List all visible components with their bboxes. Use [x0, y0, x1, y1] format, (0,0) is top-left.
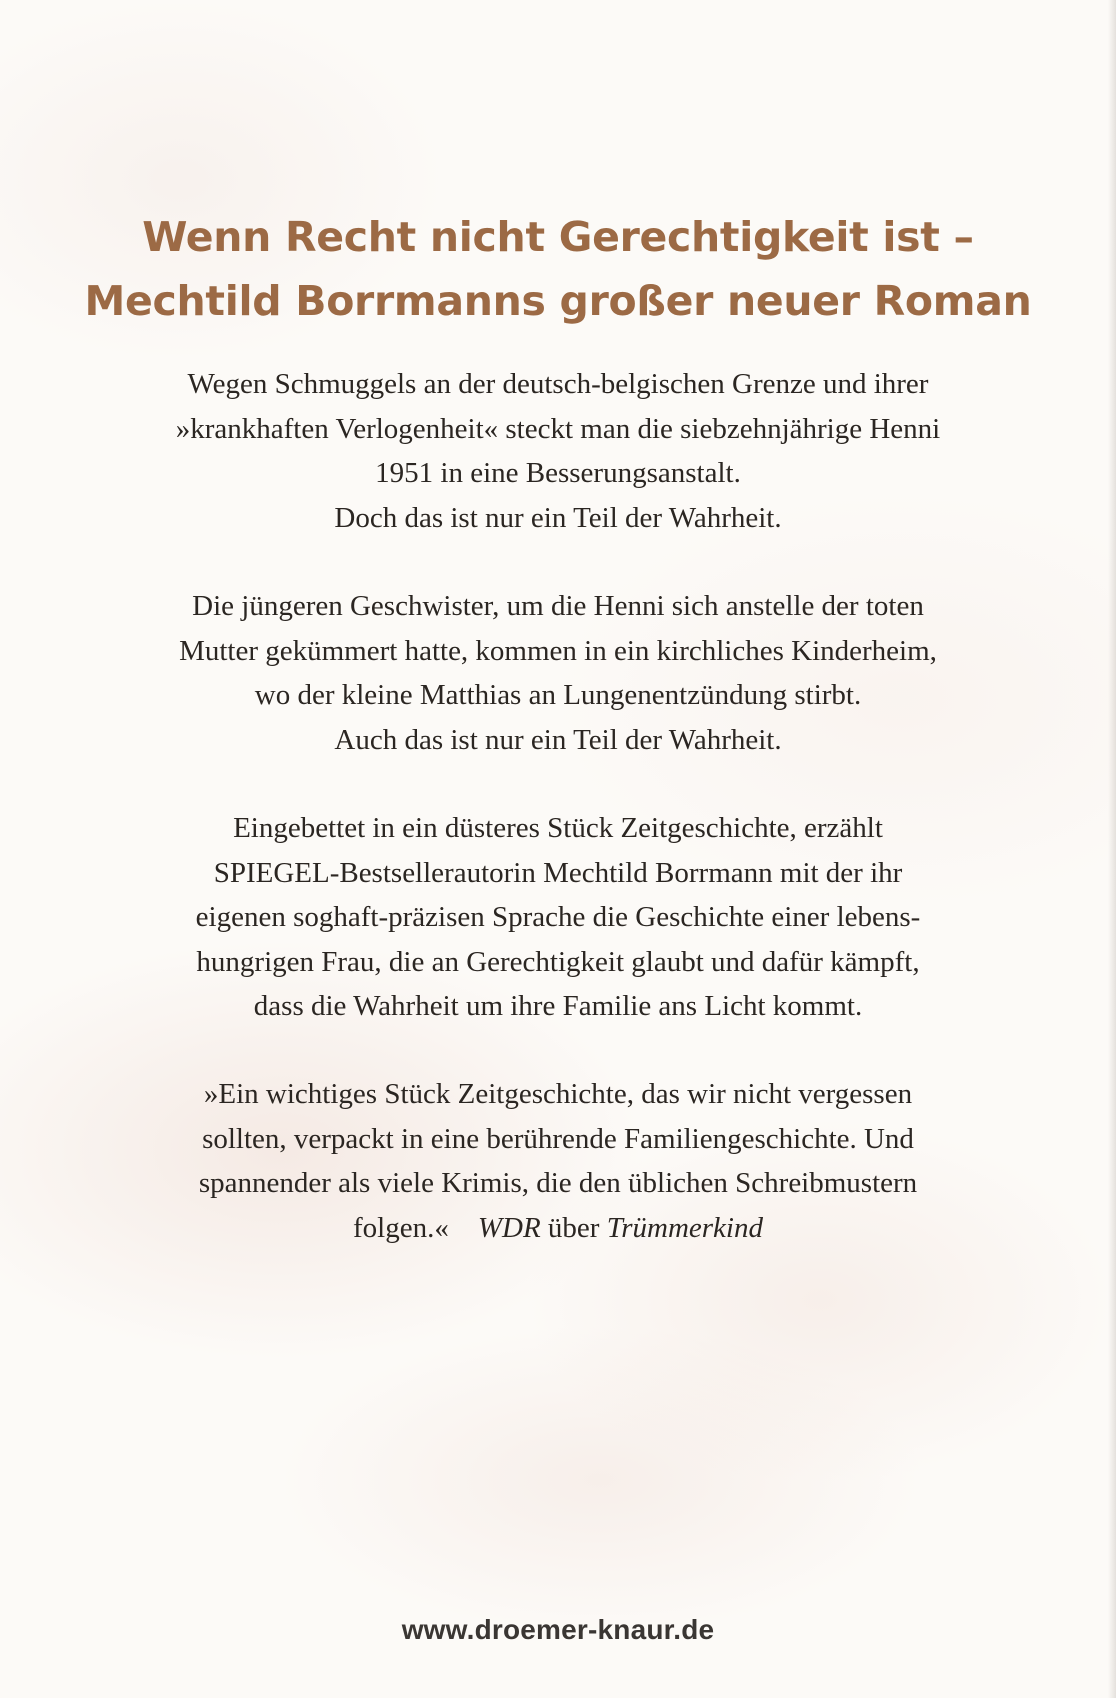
text-line: Auch das ist nur ein Teil der Wahrheit.: [334, 723, 782, 756]
text-line: hungrigen Frau, die an Gerechtigkeit glaubt und dafür kämpft,: [196, 945, 920, 978]
publisher-url: www.droemer-knaur.de: [401, 1614, 715, 1645]
quote-source: WDR: [477, 1211, 541, 1244]
blurb-paragraph-2: [110, 584, 1006, 762]
headline-line-1: Wenn Recht nicht Gerechtigkeit ist –: [142, 213, 974, 261]
quote-attribution-line: [110, 1206, 1006, 1251]
text-line: Wegen Schmuggels an der deutsch-belgischen Grenze und ihrer: [187, 368, 929, 400]
text-line: Die jüngeren Geschwister, um die Henni sich anstelle der toten: [192, 590, 924, 622]
headline-line-2: Mechtild Borrmanns großer neuer Roman: [84, 277, 1032, 325]
text-line: Mutter gekümmert hatte, kommen in ein kirchliches Kinderheim,: [179, 634, 937, 667]
text-line: wo der kleine Matthias an Lungenentzündung stirbt.: [254, 679, 862, 711]
text-line: »krankhaften Verlogenheit« steckt man die siebzehnjährige Henni: [175, 412, 941, 445]
quote-line: »Ein wichtiges Stück Zeitgeschichte, das wir nicht vergessen: [203, 1078, 913, 1110]
quote-line: sollten, verpackt in eine berührende Familiengeschichte. Und: [202, 1122, 914, 1155]
blurb-paragraph-1: [110, 362, 1006, 540]
text-line: 1951 in eine Besserungsanstalt.: [375, 457, 741, 489]
text-line: Doch das ist nur ein Teil der Wahrheit.: [334, 501, 782, 534]
headline: [0, 205, 1116, 333]
quote-connector: über: [547, 1211, 600, 1244]
quote-end: folgen.«: [353, 1211, 449, 1244]
review-quote: [110, 1072, 1006, 1250]
text-line: SPIEGEL-Bestsellerautorin Mechtild Borrmann mit der ihr: [213, 856, 903, 889]
text-line: eigenen soghaft-präzisen Sprache die Geschichte einer lebens-: [195, 901, 921, 933]
text-line: Eingebettet in ein düsteres Stück Zeitgeschichte, erzählt: [233, 812, 883, 844]
text-line: dass die Wahrheit um ihre Familie ans Licht kommt.: [253, 990, 863, 1022]
quote-book-title: Trümmerkind: [606, 1211, 763, 1244]
quote-line: spannender als viele Krimis, die den üblichen Schreibmustern: [198, 1167, 918, 1199]
blurb-paragraph-3: [110, 806, 1006, 1029]
